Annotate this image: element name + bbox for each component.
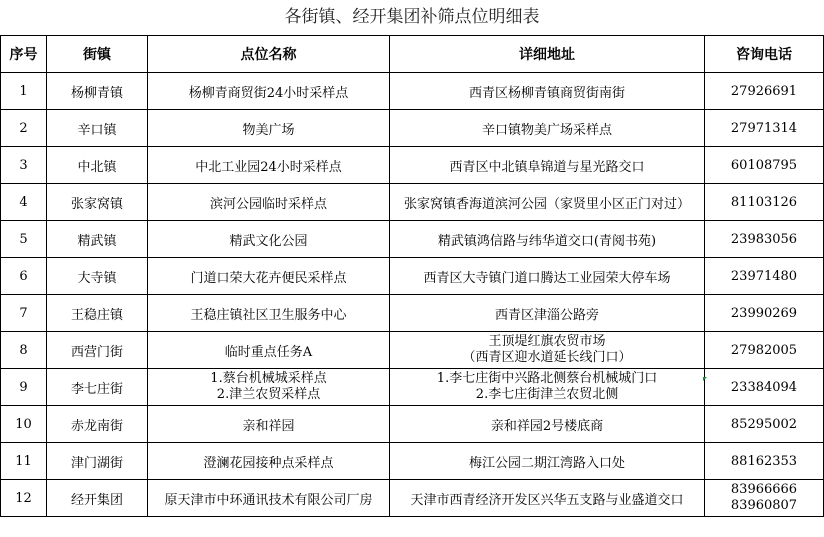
cell-address[interactable] (390, 295, 705, 332)
cell-address-line: 2.李七庄街津兰农贸北侧 (475, 387, 619, 402)
cell-site-line: 物美广场 (242, 122, 295, 138)
cell-phone[interactable] (705, 147, 824, 184)
cell-no[interactable]: 11 (1, 443, 47, 480)
cell-phone[interactable] (705, 443, 824, 480)
cell-address[interactable] (390, 184, 705, 221)
cell-phone-line: 27982005 (730, 342, 798, 358)
cell-site[interactable] (148, 295, 390, 332)
cell-town[interactable]: 中北镇 (47, 147, 148, 184)
cell-address[interactable] (390, 110, 705, 147)
table-row (1, 295, 824, 332)
cell-no[interactable]: 9 (1, 369, 47, 406)
cell-address-line: 西青区津淄公路旁 (494, 307, 599, 323)
cell-town[interactable]: 杨柳青镇 (47, 73, 148, 110)
cell-town[interactable]: 津门湖街 (47, 443, 148, 480)
cell-address-line: 1.李七庄街中兴路北侧蔡台机械城门口 (436, 371, 658, 386)
cell-site[interactable] (148, 221, 390, 258)
cell-town[interactable]: 辛口镇 (47, 110, 148, 147)
cell-phone-line: 83966666 (730, 482, 798, 497)
cell-address[interactable] (390, 480, 705, 517)
cell-site[interactable] (148, 332, 390, 369)
header-no[interactable]: 序号 (1, 36, 47, 73)
cell-site-line: 精武文化公园 (229, 233, 308, 249)
cell-site[interactable] (148, 443, 390, 480)
cell-no[interactable]: 7 (1, 295, 47, 332)
header-address[interactable]: 详细地址 (390, 36, 705, 73)
cell-town[interactable]: 精武镇 (47, 221, 148, 258)
cell-phone-line: 23983056 (730, 231, 798, 247)
cell-phone[interactable] (705, 73, 824, 110)
cell-town[interactable]: 大寺镇 (47, 258, 148, 295)
cell-address[interactable] (390, 147, 705, 184)
cell-phone[interactable] (705, 221, 824, 258)
cell-phone[interactable] (705, 480, 824, 517)
cell-phone-line: 23384094 (730, 379, 798, 395)
table-row (1, 480, 824, 517)
header-site[interactable]: 点位名称 (148, 36, 390, 73)
cell-phone[interactable] (705, 184, 824, 221)
cell-town[interactable]: 张家窝镇 (47, 184, 148, 221)
cell-site-line: 原天津市中环通讯技术有限公司厂房 (164, 492, 373, 508)
header-phone[interactable]: 咨询电话 (705, 36, 824, 73)
table-row (1, 184, 824, 221)
cell-site[interactable] (148, 480, 390, 517)
cell-address[interactable] (390, 443, 705, 480)
cell-site[interactable] (148, 110, 390, 147)
cell-phone[interactable] (705, 406, 824, 443)
cell-address-line: 天津市西青经济开发区兴华五支路与业盛道交口 (410, 492, 684, 508)
cell-site[interactable] (148, 369, 390, 406)
cell-no[interactable]: 1 (1, 73, 47, 110)
cell-site[interactable] (148, 258, 390, 295)
cell-no[interactable]: 12 (1, 480, 47, 517)
cell-phone-line: 23990269 (730, 305, 798, 321)
cell-address-line: 西青区大寺镇门道口腾达工业园荣大停车场 (423, 270, 671, 286)
table-row (1, 332, 824, 369)
table-row (1, 147, 824, 184)
cell-address[interactable] (390, 258, 705, 295)
cell-site-line: 2.津兰农贸采样点 (216, 387, 321, 402)
cell-town[interactable]: 赤龙南街 (47, 406, 148, 443)
cell-site-line: 亲和祥园 (242, 418, 295, 434)
cell-address-line: 精武镇鸿信路与纬华道交口(青阅书苑) (437, 233, 657, 249)
cell-address-line: 西青区杨柳青镇商贸街南街 (468, 85, 625, 101)
cell-town[interactable]: 王稳庄镇 (47, 295, 148, 332)
cell-address-line: 梅江公园二期江湾路入口处 (468, 455, 625, 471)
cell-town[interactable]: 李七庄街 (47, 369, 148, 406)
cell-site[interactable] (148, 73, 390, 110)
table-body (1, 73, 824, 517)
cell-phone-line: 88162353 (730, 453, 798, 469)
cell-site-line: 门道口荣大花卉便民采样点 (190, 270, 347, 286)
cell-no[interactable]: 6 (1, 258, 47, 295)
cell-town[interactable]: 经开集团 (47, 480, 148, 517)
cell-phone-line: 27971314 (730, 120, 798, 136)
cell-town[interactable]: 西营门街 (47, 332, 148, 369)
cell-address[interactable] (390, 221, 705, 258)
table-row (1, 73, 824, 110)
comment-marker (703, 377, 707, 381)
table-row (1, 369, 824, 406)
cell-address-line: 王顶堤红旗农贸市场 (488, 334, 606, 349)
page-title: 各街镇、经开集团补筛点位明细表 (284, 7, 540, 27)
cell-address-line: 西青区中北镇阜锦道与星光路交口 (449, 159, 645, 175)
cell-address-line: 辛口镇物美广场采样点 (481, 122, 612, 138)
cell-address[interactable] (390, 406, 705, 443)
cell-phone[interactable] (705, 258, 824, 295)
cell-phone[interactable] (705, 295, 824, 332)
cell-no[interactable]: 3 (1, 147, 47, 184)
cell-phone-line: 81103126 (730, 194, 798, 210)
cell-site[interactable] (148, 184, 390, 221)
cell-phone-line: 85295002 (730, 416, 798, 432)
cell-phone[interactable] (705, 332, 824, 369)
cell-phone-line: 27926691 (730, 83, 798, 99)
cell-site-line: 王稳庄镇社区卫生服务中心 (190, 307, 347, 323)
cell-address-line: 亲和祥园2号楼底商 (490, 418, 604, 434)
cell-address-line: （西青区迎水道延长线门口） (462, 350, 632, 365)
cell-site-line: 杨柳青商贸街24小时采样点 (188, 85, 349, 101)
table-row (1, 110, 824, 147)
cell-site-line: 中北工业园24小时采样点 (195, 159, 342, 175)
cell-phone[interactable] (705, 369, 824, 406)
cell-address[interactable] (390, 332, 705, 369)
table-row (1, 406, 824, 443)
site-table (0, 35, 824, 517)
cell-address-line: 张家窝镇香海道滨河公园（家贤里小区正门对过） (403, 196, 690, 212)
cell-site-line: 滨河公园临时采样点 (209, 196, 327, 212)
cell-phone-line: 23971480 (730, 268, 798, 284)
cell-no[interactable]: 10 (1, 406, 47, 443)
table-row (1, 258, 824, 295)
cell-site-line: 临时重点任务A (224, 344, 313, 360)
cell-site[interactable] (148, 406, 390, 443)
header-town[interactable]: 街镇 (47, 36, 148, 73)
table-header-row (1, 36, 824, 73)
cell-address[interactable] (390, 369, 705, 406)
cell-site-line: 1.蔡台机械城采样点 (210, 371, 327, 386)
cell-no[interactable]: 5 (1, 221, 47, 258)
cell-no[interactable]: 8 (1, 332, 47, 369)
cell-phone-line: 60108795 (730, 157, 798, 173)
table-row (1, 221, 824, 258)
cell-address[interactable] (390, 73, 705, 110)
cell-site-line: 澄澜花园接种点采样点 (203, 455, 334, 471)
cell-phone-line: 83960807 (730, 498, 798, 513)
table-row (1, 443, 824, 480)
cell-site[interactable] (148, 147, 390, 184)
cell-no[interactable]: 2 (1, 110, 47, 147)
cell-no[interactable]: 4 (1, 184, 47, 221)
cell-phone[interactable] (705, 110, 824, 147)
